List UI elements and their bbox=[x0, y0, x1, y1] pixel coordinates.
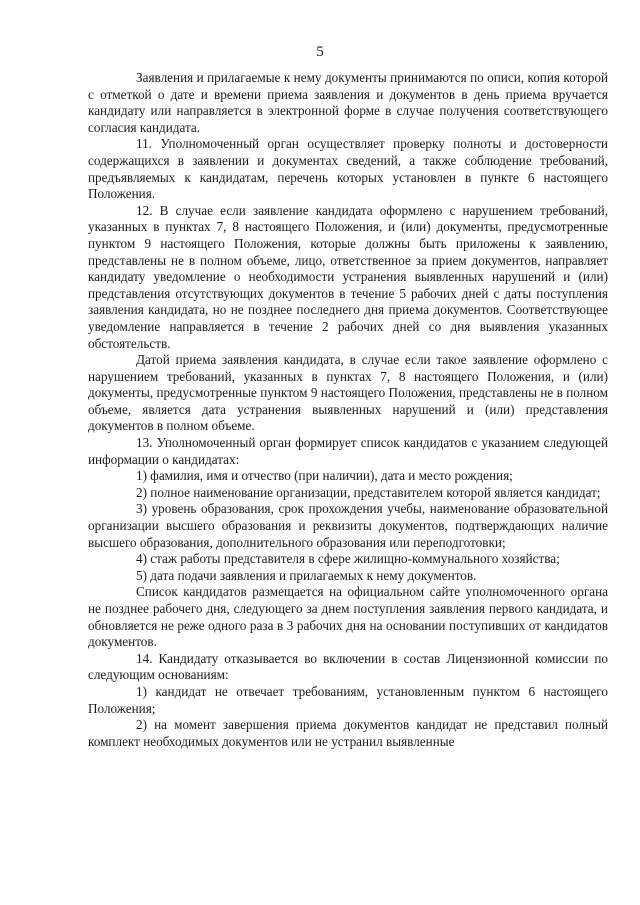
paragraph: 12. В случае если заявление кандидата оформлено с нарушением требований, указанных в пунктах 7, 8 настоящего Положения, и (или) документы, предусмотренные пунктом 9 настоящего Положения, которые должны быть приложены к заявлению, представлены не в полном объеме, лицо, ответственное за прием документов, направляет кандидату уведомление о необходимости устранения выявленных нарушений и (или) представления отсутствующих документов в течение 5 рабочих дней с даты поступления заявления кандидата, но не позднее последнего дня приема документов. Соответствующее уведомление направляется в течение 2 рабочих дней со дня выявления указанных обстоятельств. bbox=[88, 202, 608, 351]
document-body bbox=[88, 70, 608, 750]
paragraph: 14. Кандидату отказывается во включении в состав Лицензионной комиссии по следующим основаниям: bbox=[88, 650, 608, 683]
paragraph: 11. Уполномоченный орган осуществляет проверку полноты и достоверности содержащихся в заявлении и документах сведений, а также соблюдение требований, предъявляемых к кандидатам, перечень которых установлен в пункте 6 настоящего Положения. bbox=[88, 136, 608, 202]
list-item: 3) уровень образования, срок прохождения учебы, наименование образовательной организации высшего образования и реквизиты документов, подтверждающих наличие высшего образования, дополнительного образования или переподготовки; bbox=[88, 501, 608, 550]
list-item: 4) стаж работы представителя в сфере жилищно-коммунального хозяйства; bbox=[136, 551, 560, 567]
page-number: 5 bbox=[316, 44, 324, 60]
paragraph: Список кандидатов размещается на официальном сайте уполномоченного органа не позднее рабочего дня, следующего за днем поступления заявления первого кандидата, и обновляется не реже одного раза в 3 рабочих дня на основании поступивших от кандидатов документов. bbox=[88, 584, 608, 650]
list-item: 1) фамилия, имя и отчество (при наличии), дата и место рождения; bbox=[136, 468, 513, 484]
paragraph: Датой приема заявления кандидата, в случае если такое заявление оформлено с нарушением требований, указанных в пунктах 7, 8 настоящего Положения, и (или) документы, предусмотренные пунктом 9 настоящего Положения, представлены не в полном объеме, является дата устранения выявленных нарушений и (или) представления документов в полном объеме. bbox=[88, 352, 608, 434]
list-item: 2) полное наименование организации, представителем которой является кандидат; bbox=[136, 484, 601, 500]
paragraph: Заявления и прилагаемые к нему документы принимаются по описи, копия которой с отметкой о дате и времени приема заявления и документов в день приема вручается кандидату или направляется в электронной форме в случае получения соответствующего согласия кандидата. bbox=[88, 70, 608, 135]
list-item: 5) дата подачи заявления и прилагаемых к нему документов. bbox=[136, 567, 477, 583]
list-item: 1) кандидат не отвечает требованиям, установленным пунктом 6 настоящего Положения; bbox=[88, 683, 608, 716]
paragraph: 13. Уполномоченный орган формирует список кандидатов с указанием следующей информации о кандидатах: bbox=[88, 435, 608, 467]
list-item: 2) на момент завершения приема документов кандидат не представил полный комплект необходимых документов или не устранил выявленные bbox=[88, 717, 608, 749]
